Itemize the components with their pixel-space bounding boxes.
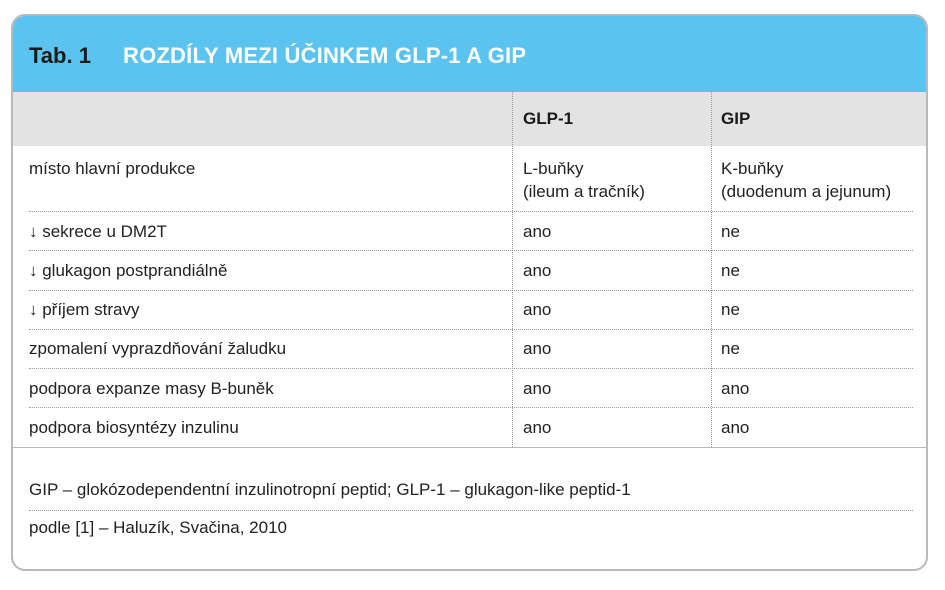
table-title-bar xyxy=(13,16,926,92)
cell-gip: ne xyxy=(721,300,740,319)
cell-gip: ne xyxy=(721,222,740,241)
cell-glp1: (ileum a tračník) xyxy=(523,182,645,201)
row-divider xyxy=(29,250,913,251)
footnote-divider xyxy=(29,510,913,511)
row-divider xyxy=(29,211,913,212)
cell-glp1: ano xyxy=(523,339,552,358)
row-label: podpora expanze masy B-buněk xyxy=(29,379,274,398)
table-source: podle [1] – Haluzík, Svačina, 2010 xyxy=(29,518,287,537)
row-label: místo hlavní produkce xyxy=(29,159,196,178)
row-label: ↓ sekrece u DM2T xyxy=(29,222,167,241)
cell-gip: ano xyxy=(721,379,750,398)
column-header-gip: GIP xyxy=(721,109,751,128)
cell-glp1: ano xyxy=(523,222,552,241)
row-label: podpora biosyntézy inzulinu xyxy=(29,418,239,437)
cell-glp1: ano xyxy=(523,418,552,437)
row-divider xyxy=(29,290,913,291)
cell-gip: (duodenum a jejunum) xyxy=(721,182,892,201)
column-header-glp1: GLP-1 xyxy=(523,109,574,128)
table-number: Tab. 1 xyxy=(29,43,91,68)
cell-glp1: ano xyxy=(523,379,552,398)
row-divider xyxy=(29,407,913,408)
cell-glp1: ano xyxy=(523,300,552,319)
table-header-row xyxy=(13,92,926,146)
table-title: ROZDÍLY MEZI ÚČINKEM GLP-1 A GIP xyxy=(123,43,527,68)
column-divider xyxy=(711,92,712,447)
table-frame xyxy=(11,14,928,571)
row-label: zpomalení vyprazdňování žaludku xyxy=(29,339,287,358)
cell-gip: ne xyxy=(721,339,740,358)
cell-gip: K-buňky xyxy=(721,159,784,178)
table-bottom-rule xyxy=(13,447,926,448)
row-divider xyxy=(29,368,913,369)
cell-gip: ano xyxy=(721,418,750,437)
cell-glp1: ano xyxy=(523,261,552,280)
row-label: ↓ příjem stravy xyxy=(29,300,140,319)
column-divider xyxy=(512,92,513,447)
row-label: ↓ glukagon postprandiálně xyxy=(29,261,228,280)
cell-glp1: L-buňky xyxy=(523,159,584,178)
table-footnote: GIP – glokózodependentní inzulinotropní peptid; GLP-1 – glukagon-like peptid-1 xyxy=(29,480,631,499)
cell-gip: ne xyxy=(721,261,740,280)
row-divider xyxy=(29,329,913,330)
